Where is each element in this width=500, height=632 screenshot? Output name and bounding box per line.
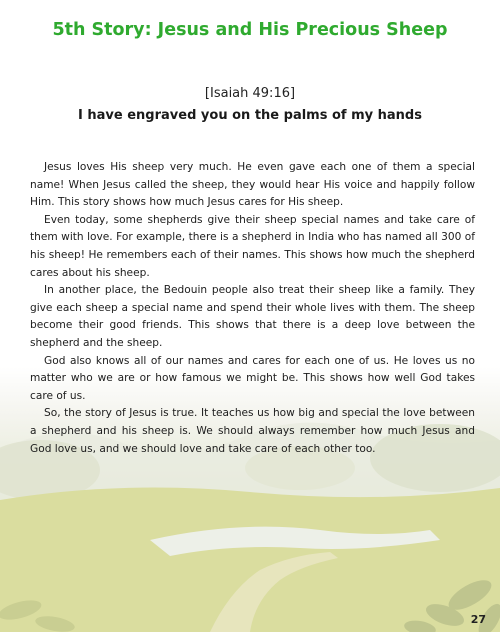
paragraph: Even today, some shepherds give their sheep special names and take care of them with love. For example, there is a shepherd in India who has named all 300 of his sheep! He remembers each of their names. This shows how much the shepherd cares about his sheep. [30,213,475,279]
paragraph: So, the story of Jesus is true. It teaches us how big and special the love between a shepherd and his sheep is. We should always remember how much Jesus and God love us, and we should love and take care of each other too. [30,407,475,455]
paragraph: In another place, the Bedouin people also treat their sheep like a family. They give each sheep a special name and spend their whole lives with them. The sheep become their good friends. This shows that there is a deep love between the shepherd and the sheep. [30,284,475,349]
paragraph: God also knows all of our names and cares for each one of us. He loves us no matter who we are or how famous we might be. This shows how well God takes care of us. [30,354,475,402]
story-body [30,159,475,458]
story-title: 5th Story: Jesus and His Precious Sheep [52,20,448,40]
paragraph: Jesus loves His sheep very much. He even gave each one of them a special name! When Jesus called the sheep, they would hear His voice and happily follow Him. This story shows how much Jesus cares for His sheep. [30,161,475,209]
page-number: 27 [470,613,486,626]
verse-text: I have engraved you on the palms of my hands [78,108,422,123]
verse-reference: [Isaiah 49:16] [204,86,296,101]
